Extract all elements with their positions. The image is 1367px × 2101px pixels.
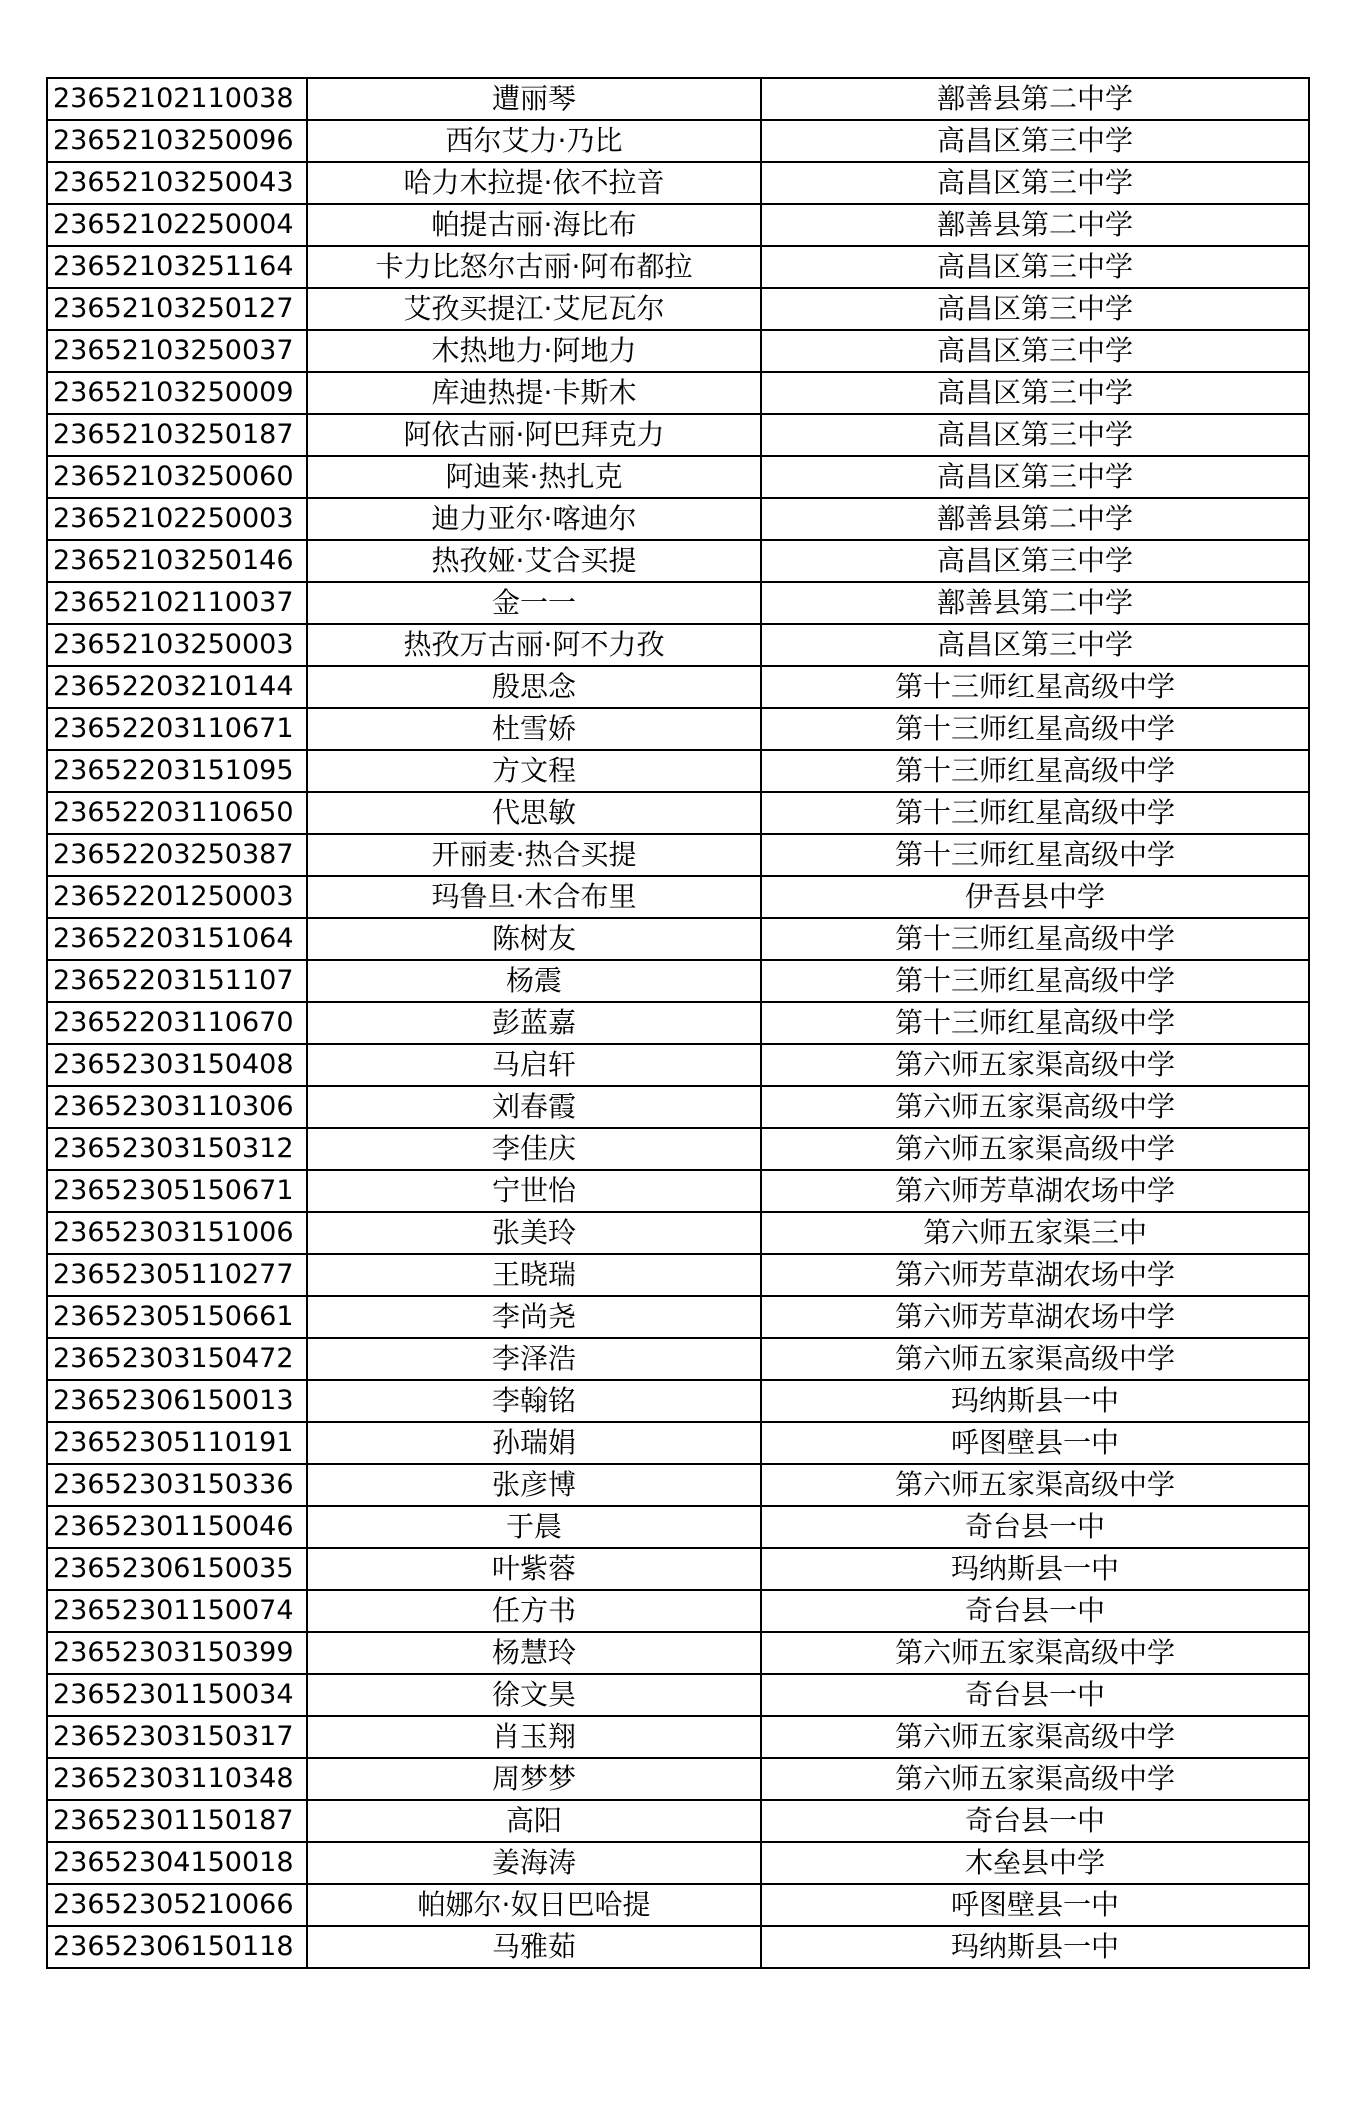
exam-number-cell: 23652303150408 [47,1044,307,1086]
student-name-cell: 刘春霞 [307,1086,761,1128]
exam-number-cell: 23652103250060 [47,456,307,498]
school-name-cell: 鄯善县第二中学 [761,78,1309,120]
school-name-cell: 呼图壁县一中 [761,1422,1309,1464]
school-name-cell: 高昌区第三中学 [761,246,1309,288]
exam-number-cell: 23652303150317 [47,1716,307,1758]
table-row [47,1002,1309,1044]
school-name-cell: 第十三师红星高级中学 [761,666,1309,708]
exam-number-cell: 23652305150661 [47,1296,307,1338]
student-name-cell: 热孜娅·艾合买提 [307,540,761,582]
table-row [47,876,1309,918]
student-name-cell: 杨慧玲 [307,1632,761,1674]
table-row [47,1380,1309,1422]
exam-number-cell: 23652102250004 [47,204,307,246]
student-name-cell: 孙瑞娟 [307,1422,761,1464]
student-name-cell: 木热地力·阿地力 [307,330,761,372]
exam-number-cell: 23652103250009 [47,372,307,414]
exam-number-cell: 23652203110671 [47,708,307,750]
table-row [47,582,1309,624]
school-name-cell: 第十三师红星高级中学 [761,708,1309,750]
table-row [47,1800,1309,1842]
exam-number-cell: 23652103250003 [47,624,307,666]
school-name-cell: 高昌区第三中学 [761,120,1309,162]
student-name-cell: 马雅茹 [307,1926,761,1968]
exam-number-cell: 23652301150046 [47,1506,307,1548]
student-name-cell: 马启轩 [307,1044,761,1086]
table-row [47,666,1309,708]
table-row [47,162,1309,204]
student-name-cell: 高阳 [307,1800,761,1842]
table-row [47,330,1309,372]
school-name-cell: 高昌区第三中学 [761,372,1309,414]
student-name-cell: 卡力比怒尔古丽·阿布都拉 [307,246,761,288]
student-name-cell: 帕提古丽·海比布 [307,204,761,246]
student-name-cell: 金一一 [307,582,761,624]
school-name-cell: 第十三师红星高级中学 [761,1002,1309,1044]
student-name-cell: 杜雪娇 [307,708,761,750]
table-row [47,1086,1309,1128]
exam-number-cell: 23652305210066 [47,1884,307,1926]
student-name-cell: 叶紫蓉 [307,1548,761,1590]
table-row [47,1926,1309,1968]
table-row [47,792,1309,834]
table-row [47,204,1309,246]
exam-number-cell: 23652306150035 [47,1548,307,1590]
school-name-cell: 奇台县一中 [761,1506,1309,1548]
exam-number-cell: 23652203110670 [47,1002,307,1044]
school-name-cell: 第十三师红星高级中学 [761,750,1309,792]
student-name-cell: 陈树友 [307,918,761,960]
exam-number-cell: 23652303150312 [47,1128,307,1170]
school-name-cell: 高昌区第三中学 [761,456,1309,498]
table-row [47,498,1309,540]
table-row [47,78,1309,120]
student-name-cell: 玛鲁旦·木合布里 [307,876,761,918]
exam-number-cell: 23652201250003 [47,876,307,918]
exam-number-cell: 23652303110306 [47,1086,307,1128]
school-name-cell: 鄯善县第二中学 [761,498,1309,540]
student-name-cell: 方文程 [307,750,761,792]
student-name-cell: 帕娜尔·奴日巴哈提 [307,1884,761,1926]
student-list-table [46,77,1310,1969]
school-name-cell: 奇台县一中 [761,1800,1309,1842]
table-row [47,1590,1309,1632]
exam-number-cell: 23652303150336 [47,1464,307,1506]
school-name-cell: 第六师五家渠高级中学 [761,1464,1309,1506]
table-row [47,372,1309,414]
table-row [47,1254,1309,1296]
exam-number-cell: 23652102110038 [47,78,307,120]
exam-number-cell: 23652303151006 [47,1212,307,1254]
student-name-cell: 阿迪莱·热扎克 [307,456,761,498]
school-name-cell: 玛纳斯县一中 [761,1548,1309,1590]
exam-number-cell: 23652301150187 [47,1800,307,1842]
student-name-cell: 徐文昊 [307,1674,761,1716]
exam-number-cell: 23652306150118 [47,1926,307,1968]
student-name-cell: 李佳庆 [307,1128,761,1170]
table-row [47,246,1309,288]
table-row [47,624,1309,666]
exam-number-cell: 23652102110037 [47,582,307,624]
student-name-cell: 任方书 [307,1590,761,1632]
exam-number-cell: 23652103250043 [47,162,307,204]
school-name-cell: 第六师五家渠高级中学 [761,1632,1309,1674]
exam-number-cell: 23652305110277 [47,1254,307,1296]
school-name-cell: 第十三师红星高级中学 [761,792,1309,834]
exam-number-cell: 23652303150472 [47,1338,307,1380]
exam-number-cell: 23652103250096 [47,120,307,162]
table-row [47,1506,1309,1548]
student-name-cell: 姜海涛 [307,1842,761,1884]
school-name-cell: 伊吾县中学 [761,876,1309,918]
student-name-cell: 西尔艾力·乃比 [307,120,761,162]
school-name-cell: 奇台县一中 [761,1590,1309,1632]
table-row [47,414,1309,456]
table-row [47,1758,1309,1800]
exam-number-cell: 23652304150018 [47,1842,307,1884]
table-row [47,708,1309,750]
school-name-cell: 第六师五家渠高级中学 [761,1128,1309,1170]
table-row [47,540,1309,582]
table-row [47,120,1309,162]
exam-number-cell: 23652301150074 [47,1590,307,1632]
student-name-cell: 阿依古丽·阿巴拜克力 [307,414,761,456]
school-name-cell: 高昌区第三中学 [761,624,1309,666]
school-name-cell: 第六师芳草湖农场中学 [761,1296,1309,1338]
school-name-cell: 第十三师红星高级中学 [761,918,1309,960]
exam-number-cell: 23652103251164 [47,246,307,288]
table-row [47,456,1309,498]
school-name-cell: 鄯善县第二中学 [761,204,1309,246]
exam-number-cell: 23652103250037 [47,330,307,372]
student-name-cell: 张彦博 [307,1464,761,1506]
exam-number-cell: 23652203151107 [47,960,307,1002]
table-row [47,1296,1309,1338]
exam-number-cell: 23652103250146 [47,540,307,582]
exam-number-cell: 23652305150671 [47,1170,307,1212]
table-row [47,1464,1309,1506]
table-row [47,750,1309,792]
school-name-cell: 玛纳斯县一中 [761,1926,1309,1968]
school-name-cell: 高昌区第三中学 [761,288,1309,330]
exam-number-cell: 23652103250187 [47,414,307,456]
exam-number-cell: 23652203110650 [47,792,307,834]
student-name-cell: 杨震 [307,960,761,1002]
school-name-cell: 第六师五家渠高级中学 [761,1758,1309,1800]
student-name-cell: 热孜万古丽·阿不力孜 [307,624,761,666]
student-name-cell: 宁世怡 [307,1170,761,1212]
school-name-cell: 奇台县一中 [761,1674,1309,1716]
student-name-cell: 开丽麦·热合买提 [307,834,761,876]
student-name-cell: 于晨 [307,1506,761,1548]
table-row [47,1044,1309,1086]
school-name-cell: 高昌区第三中学 [761,162,1309,204]
exam-number-cell: 23652203151095 [47,750,307,792]
student-name-cell: 肖玉翔 [307,1716,761,1758]
table-row [47,960,1309,1002]
table-row [47,918,1309,960]
school-name-cell: 高昌区第三中学 [761,540,1309,582]
table-row [47,1632,1309,1674]
school-name-cell: 高昌区第三中学 [761,414,1309,456]
student-name-cell: 周梦梦 [307,1758,761,1800]
table-row [47,1548,1309,1590]
exam-number-cell: 23652203151064 [47,918,307,960]
school-name-cell: 玛纳斯县一中 [761,1380,1309,1422]
exam-number-cell: 23652303110348 [47,1758,307,1800]
table-row [47,288,1309,330]
exam-number-cell: 23652303150399 [47,1632,307,1674]
school-name-cell: 第六师五家渠高级中学 [761,1086,1309,1128]
school-name-cell: 第六师芳草湖农场中学 [761,1170,1309,1212]
school-name-cell: 第六师芳草湖农场中学 [761,1254,1309,1296]
student-name-cell: 遭丽琴 [307,78,761,120]
exam-number-cell: 23652305110191 [47,1422,307,1464]
student-name-cell: 殷思念 [307,666,761,708]
table-body [47,78,1309,1968]
school-name-cell: 第十三师红星高级中学 [761,960,1309,1002]
school-name-cell: 第六师五家渠高级中学 [761,1716,1309,1758]
student-name-cell: 艾孜买提江·艾尼瓦尔 [307,288,761,330]
student-name-cell: 李泽浩 [307,1338,761,1380]
exam-number-cell: 23652203210144 [47,666,307,708]
table-row [47,1212,1309,1254]
student-name-cell: 张美玲 [307,1212,761,1254]
table-row [47,1128,1309,1170]
student-name-cell: 哈力木拉提·依不拉音 [307,162,761,204]
table-row [47,1170,1309,1212]
student-name-cell: 李翰铭 [307,1380,761,1422]
table-row [47,1716,1309,1758]
table-row [47,834,1309,876]
table-row [47,1674,1309,1716]
school-name-cell: 鄯善县第二中学 [761,582,1309,624]
school-name-cell: 木垒县中学 [761,1842,1309,1884]
table-row [47,1884,1309,1926]
exam-number-cell: 23652103250127 [47,288,307,330]
school-name-cell: 呼图壁县一中 [761,1884,1309,1926]
exam-number-cell: 23652306150013 [47,1380,307,1422]
exam-number-cell: 23652301150034 [47,1674,307,1716]
student-name-cell: 王晓瑞 [307,1254,761,1296]
school-name-cell: 第六师五家渠高级中学 [761,1338,1309,1380]
table-row [47,1422,1309,1464]
school-name-cell: 高昌区第三中学 [761,330,1309,372]
table-row [47,1338,1309,1380]
exam-number-cell: 23652102250003 [47,498,307,540]
student-name-cell: 代思敏 [307,792,761,834]
school-name-cell: 第六师五家渠三中 [761,1212,1309,1254]
student-name-cell: 迪力亚尔·喀迪尔 [307,498,761,540]
table-row [47,1842,1309,1884]
school-name-cell: 第六师五家渠高级中学 [761,1044,1309,1086]
school-name-cell: 第十三师红星高级中学 [761,834,1309,876]
student-name-cell: 库迪热提·卡斯木 [307,372,761,414]
student-name-cell: 李尚尧 [307,1296,761,1338]
exam-number-cell: 23652203250387 [47,834,307,876]
student-name-cell: 彭蓝嘉 [307,1002,761,1044]
